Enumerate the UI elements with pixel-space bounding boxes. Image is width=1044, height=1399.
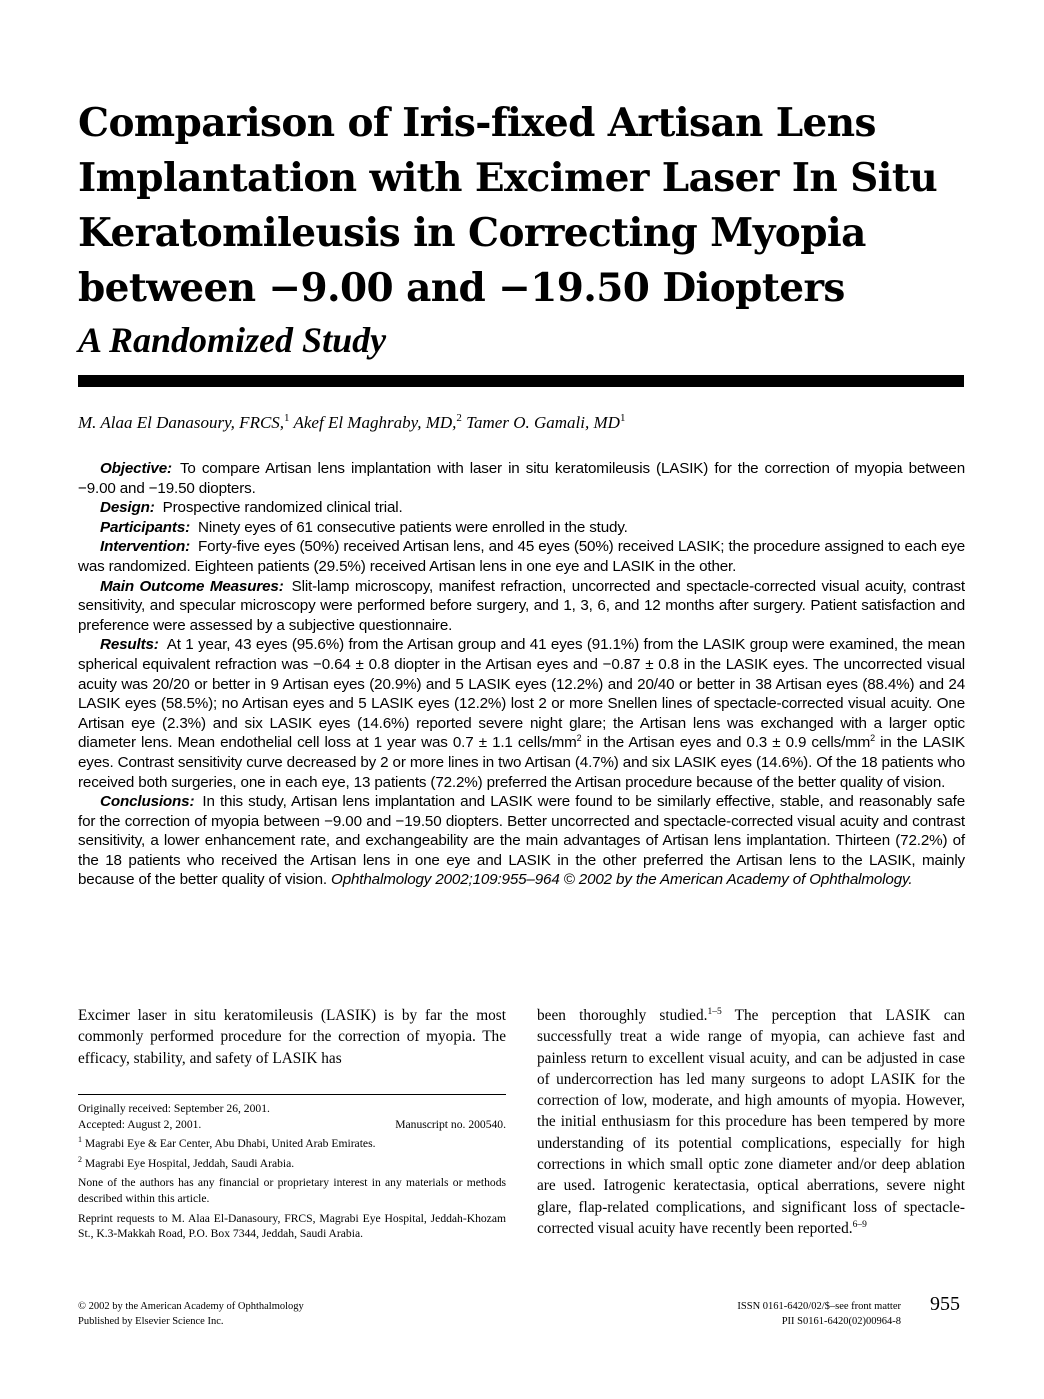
paper-title	[78, 96, 978, 316]
section-label: Objective:	[100, 460, 172, 477]
section-text: Ninety eyes of 61 consecutive patients were enrolled in the study.	[198, 518, 628, 536]
author-name: M. Alaa El Danasoury, FRCS,	[78, 413, 285, 432]
abstract-design	[78, 498, 965, 518]
section-text: Slit-lamp microscopy, manifest refraction, uncorrected and spectacle-corrected visual acuity, contrast sensitivity, and specular microscopy were performed before surgery, and 1, 3, 6, and 12 months after surgery. Patient satisfaction and preference were assessed by a subjective questionnaire.	[78, 577, 965, 634]
body-column-right	[537, 1005, 965, 1239]
footnotes	[78, 1101, 506, 1246]
affiliation-marker: 2	[78, 1154, 82, 1164]
section-label: Results:	[100, 636, 159, 654]
section-text: To compare Artisan lens implantation with laser in situ keratomileusis (LASIK) for the correction of myopia between −9.00 and −19.50 diopters.	[78, 460, 965, 497]
abstract	[78, 459, 965, 890]
affiliation-1	[78, 1136, 506, 1152]
body-text: The perception that LASIK can successfully treat a wide range of myopia, can achieve fast and painless return to excellent visual acuity, and can be adjusted in case of undercorrection has led many surgeons to adopt LASIK for the correction of low, moderate, and high amounts of myopia. However, the initial enthusiasm for this procedure has been tempered by more understanding of its potential complications, especially for high corrections in which small optic zone diameter and/or deep ablation are used. Iatrogenic keratectasia, optical aberrations, severe night glare, flap-related complications, and significant loss of spectacle-corrected visual acuity have recently been reported.	[537, 1007, 965, 1237]
section-text: in the Artisan eyes and 0.3 ± 0.9 cells/mm	[581, 734, 871, 752]
superscript: 2	[870, 733, 875, 744]
affiliation-text: Magrabi Eye & Ear Center, Abu Dhabi, United Arab Emirates.	[82, 1137, 376, 1151]
abstract-objective	[78, 459, 965, 498]
author-name: Tamer O. Gamali, MD	[466, 413, 620, 432]
section-label: Participants:	[100, 518, 191, 536]
title-rule	[78, 375, 964, 387]
journal-citation: Ophthalmology 2002;109:955–964 © 2002 by the American Academy of Ophthalmology.	[331, 871, 913, 889]
section-text: in the LASIK eyes. Contrast sensitivity curve decreased by 2 or more lines in two Artisan (4.7%) and six LASIK eyes (14.6%). Of the 18 patients who received both surgeries, one in each eye, 13 patients (72.2%) preferred the Artisan procedure because of the better quality of vision.	[78, 734, 965, 791]
paper-subtitle: A Randomized Study	[78, 320, 387, 360]
accepted-date: Accepted: August 2, 2001.	[78, 1117, 202, 1131]
title-line: Implantation with Excimer Laser In Situ	[78, 155, 938, 201]
reprint-requests: Reprint requests to M. Alaa El-Danasoury, FRCS, Magrabi Eye Hospital, Jeddah-Khozam St., K.3-Makkah Road, P.O. Box 7344, Jeddah, Saudi Arabia.	[78, 1211, 506, 1241]
page-number: 955	[930, 1293, 960, 1315]
abstract-participants	[78, 518, 965, 538]
author-affiliation: 1	[284, 412, 290, 424]
accepted-row	[78, 1117, 506, 1133]
author-affiliation: 2	[456, 412, 462, 424]
affiliation-marker: 1	[78, 1135, 82, 1145]
author-affiliation: 1	[619, 412, 626, 424]
title-line: Keratomileusis in Correcting Myopia	[78, 210, 866, 256]
affiliation-2	[78, 1156, 506, 1172]
copyright-line: © 2002 by the American Academy of Ophthalmology	[78, 1301, 304, 1312]
publisher-line: Published by Elsevier Science Inc.	[78, 1316, 224, 1327]
abstract-results	[78, 635, 965, 792]
section-label: Conclusions:	[100, 793, 195, 811]
footer-right	[737, 1299, 901, 1329]
footer-left	[78, 1299, 304, 1329]
body-paragraph: Excimer laser in situ keratomileusis (LASIK) is by far the most commonly performed procedure for the correction of myopia. The efficacy, stability, and safety of LASIK has	[78, 1007, 506, 1067]
disclosure: None of the authors has any financial or proprietary interest in any materials or methods described within this article.	[78, 1176, 506, 1205]
section-label: Intervention:	[100, 538, 191, 556]
author-name: Akef El Maghraby, MD,	[293, 413, 457, 432]
section-label: Design:	[100, 499, 155, 517]
affiliation-text: Magrabi Eye Hospital, Jeddah, Saudi Arabia.	[82, 1156, 295, 1170]
issn-line: ISSN 0161-6420/02/$–see front matter	[737, 1301, 901, 1312]
footnote-divider	[78, 1094, 506, 1095]
section-text: In this study, Artisan lens implantation and LASIK were found to be similarly effective, stable, and reasonably safe for the correction of myopia between −9.00 and −19.50 diopters. Better uncorrected and spectacle-corrected visual acuity and contrast sensitivity, a lower enhancement rate, and exchangeability are the main advantages of Artisan lens implantation. Thirteen (72.2%) of the 18 patients who received the Artisan lens in one eye and LASIK in the other preferred the Artisan lens to the LASIK, mainly because of the better quality of vision.	[78, 793, 965, 889]
body-paragraph	[537, 1005, 965, 1239]
section-text: At 1 year, 43 eyes (95.6%) from the Artisan group and 41 eyes (91.1%) from the LASIK group were examined, the mean spherical equivalent refraction was −0.64 ± 0.8 diopter in the Artisan eyes and −0.87 ± 0.8 in the LASIK eyes. The uncorrected visual acuity was 20/20 or better in 9 Artisan eyes (20.9%) and 5 LASIK eyes (12.2%) and 20/40 or better in 38 Artisan eyes (88.4%) and 24 LASIK eyes (58.5%); no Artisan eyes and 5 LASIK eyes (12.2%) lost 2 or more Snellen lines of spectacle-corrected visual acuity. One Artisan eye (2.3%) and six LASIK eyes (14.6%) reported severe night glare; the Artisan lens was exchanged with a larger optic diameter lens. Mean endothelial cell loss at 1 year was 0.7 ± 1.1 cells/mm	[78, 636, 965, 752]
abstract-conclusions	[78, 792, 965, 890]
title-line: Comparison of Iris-fixed Artisan Lens	[78, 100, 876, 146]
title-line: between −9.00 and −19.50 Diopters	[78, 265, 845, 311]
author-list	[78, 412, 625, 434]
section-text: Forty-five eyes (50%) received Artisan lens, and 45 eyes (50%) received LASIK; the procedure assigned to each eye was randomized. Eighteen patients (29.5%) received Artisan lens in one eye and LASIK in the other.	[78, 538, 965, 575]
superscript: 2	[576, 733, 582, 744]
abstract-main-outcome	[78, 577, 965, 636]
section-text: Prospective randomized clinical trial.	[162, 499, 403, 517]
reference-marker[interactable]: 6–9	[852, 1219, 867, 1230]
pii-line: PII S0161-6420(02)00964-8	[781, 1316, 901, 1327]
received-date: Originally received: September 26, 2001.	[78, 1102, 270, 1115]
reference-marker[interactable]: 1–5	[707, 1007, 722, 1017]
section-label: Main Outcome Measures:	[100, 577, 284, 595]
body-text: been thoroughly studied.	[537, 1007, 708, 1024]
body-column-left	[78, 1005, 506, 1069]
manuscript-number: Manuscript no. 200540.	[395, 1117, 506, 1131]
abstract-intervention	[78, 537, 965, 576]
